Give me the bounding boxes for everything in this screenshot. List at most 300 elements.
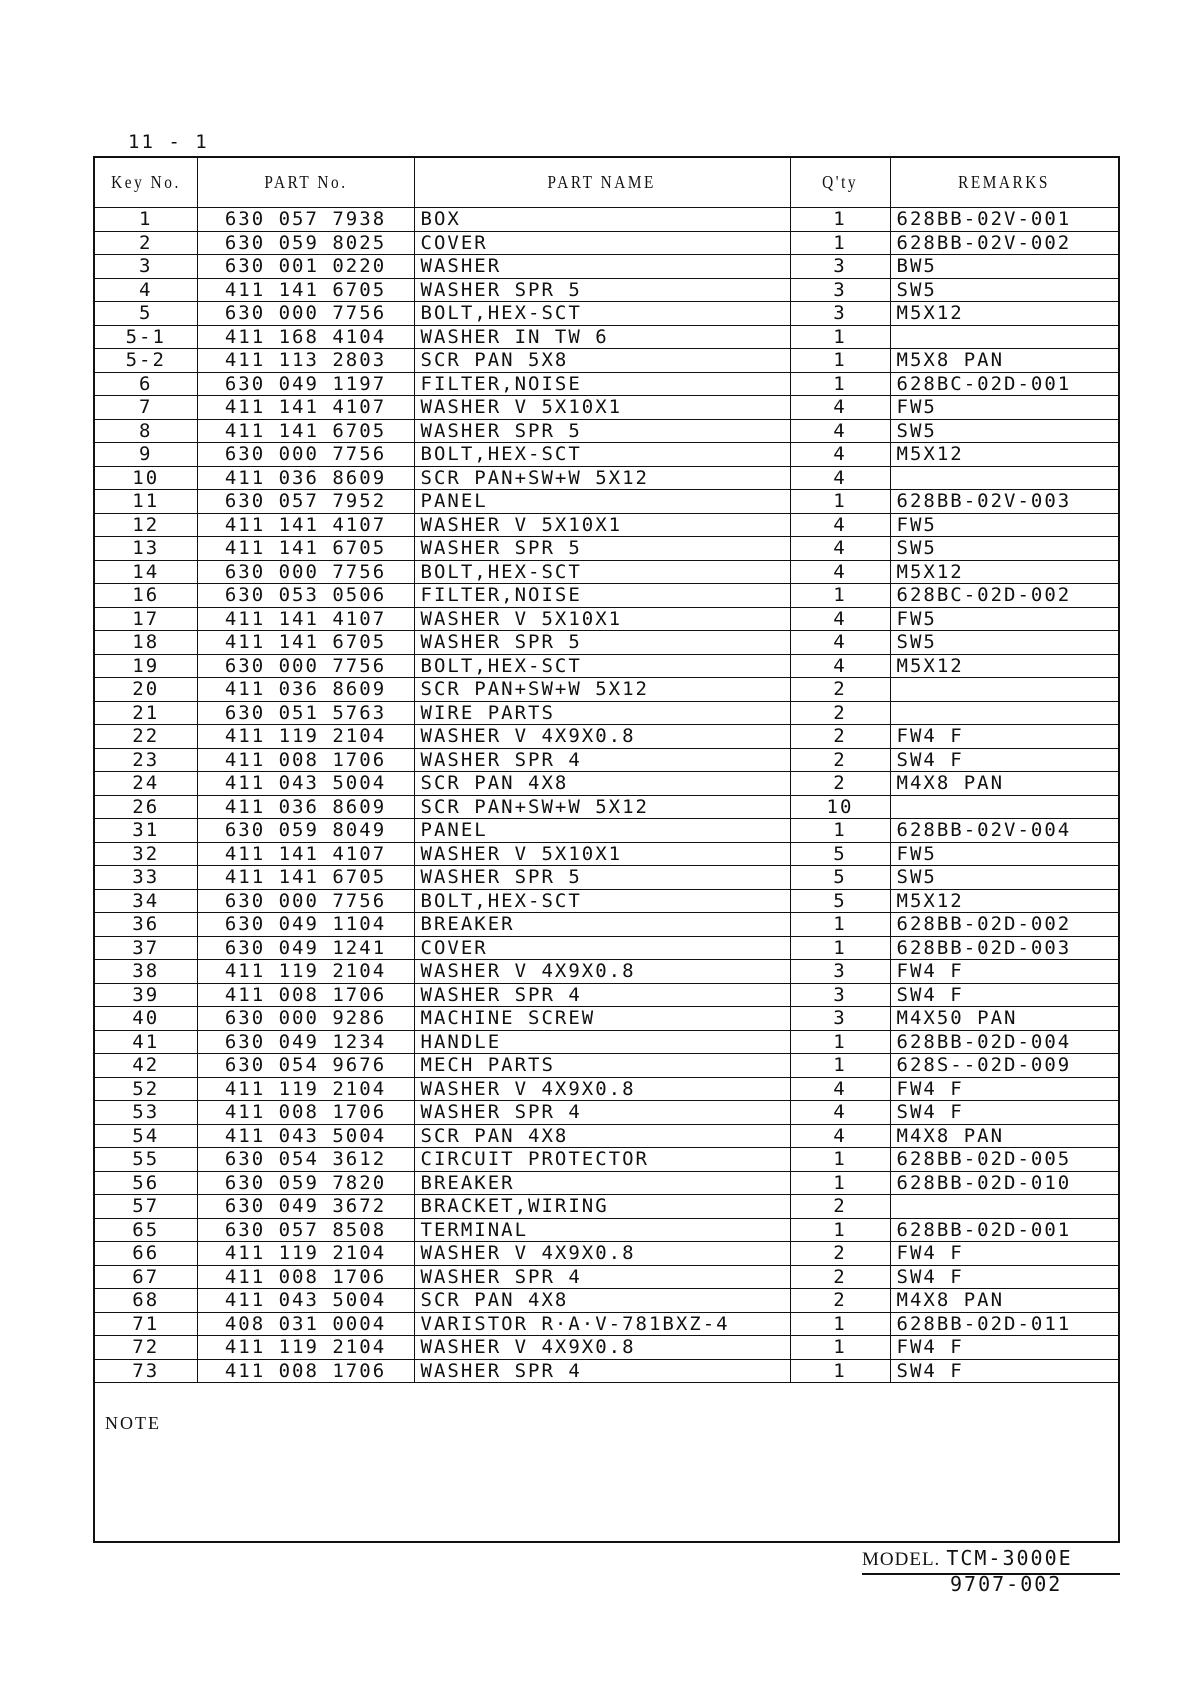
cell-part-name: WASHER V 4X9X0.8 (414, 960, 790, 984)
cell-part-name: WASHER SPR 4 (414, 983, 790, 1007)
cell-qty: 2 (790, 1265, 890, 1289)
cell-part-no: 411 119 2104 (197, 1242, 414, 1266)
cell-key-no: 36 (95, 913, 197, 937)
table-row (95, 936, 1118, 960)
cell-qty: 4 (790, 396, 890, 420)
cell-part-no: 408 031 0004 (197, 1312, 414, 1336)
cell-part-name: SCR PAN 4X8 (414, 772, 790, 796)
cell-remarks: M4X8 PAN (890, 1289, 1118, 1313)
cell-part-name: FILTER,NOISE (414, 372, 790, 396)
cell-part-no: 630 049 1234 (197, 1030, 414, 1054)
cell-key-no: 57 (95, 1195, 197, 1219)
cell-remarks: FW4 F (890, 725, 1118, 749)
table-row (95, 772, 1118, 796)
table-row (95, 1007, 1118, 1031)
cell-part-name: FILTER,NOISE (414, 584, 790, 608)
cell-qty: 3 (790, 255, 890, 279)
cell-part-no: 630 000 7756 (197, 443, 414, 467)
cell-qty: 2 (790, 1195, 890, 1219)
cell-part-name: COVER (414, 936, 790, 960)
cell-part-name: WASHER SPR 4 (414, 1101, 790, 1125)
cell-remarks: FW5 (890, 607, 1118, 631)
cell-key-no: 18 (95, 631, 197, 655)
cell-part-name: WASHER SPR 5 (414, 631, 790, 655)
cell-qty: 4 (790, 466, 890, 490)
cell-remarks: M4X8 PAN (890, 1124, 1118, 1148)
cell-key-no: 8 (95, 419, 197, 443)
cell-part-no: 411 119 2104 (197, 725, 414, 749)
cell-remarks: 628BC-02D-001 (890, 372, 1118, 396)
cell-key-no: 68 (95, 1289, 197, 1313)
cell-part-name: WASHER SPR 4 (414, 1265, 790, 1289)
table-row (95, 1124, 1118, 1148)
cell-key-no: 73 (95, 1359, 197, 1383)
table-row (95, 866, 1118, 890)
table-row (95, 1101, 1118, 1125)
table-row (95, 278, 1118, 302)
cell-qty: 2 (790, 701, 890, 725)
table-row (95, 1030, 1118, 1054)
cell-part-name: BRACKET,WIRING (414, 1195, 790, 1219)
cell-part-name: SCR PAN 4X8 (414, 1289, 790, 1313)
cell-part-no: 411 008 1706 (197, 748, 414, 772)
cell-key-no: 9 (95, 443, 197, 467)
cell-part-name: TERMINAL (414, 1218, 790, 1242)
cell-key-no: 21 (95, 701, 197, 725)
cell-part-name: COVER (414, 231, 790, 255)
cell-part-name: WASHER V 5X10X1 (414, 513, 790, 537)
table-row (95, 208, 1118, 232)
cell-qty: 4 (790, 1101, 890, 1125)
cell-qty: 1 (790, 1148, 890, 1172)
cell-part-name: WASHER SPR 5 (414, 866, 790, 890)
table-row (95, 748, 1118, 772)
cell-remarks: M5X12 (890, 889, 1118, 913)
table-row (95, 842, 1118, 866)
cell-part-name: WASHER SPR 5 (414, 278, 790, 302)
cell-key-no: 52 (95, 1077, 197, 1101)
cell-part-name: MECH PARTS (414, 1054, 790, 1078)
cell-remarks: SW4 F (890, 1359, 1118, 1383)
cell-part-no: 411 043 5004 (197, 1124, 414, 1148)
cell-key-no: 5-2 (95, 349, 197, 373)
table-row (95, 1148, 1118, 1172)
cell-remarks: 628BB-02D-005 (890, 1148, 1118, 1172)
table-row (95, 1077, 1118, 1101)
cell-key-no: 65 (95, 1218, 197, 1242)
cell-qty: 5 (790, 866, 890, 890)
cell-part-name: SCR PAN+SW+W 5X12 (414, 795, 790, 819)
cell-part-name: WASHER V 5X10X1 (414, 607, 790, 631)
cell-part-name: WASHER V 4X9X0.8 (414, 1336, 790, 1360)
cell-key-no: 24 (95, 772, 197, 796)
cell-remarks: FW4 F (890, 1077, 1118, 1101)
cell-key-no: 41 (95, 1030, 197, 1054)
cell-part-name: BOX (414, 208, 790, 232)
cell-part-no: 411 119 2104 (197, 960, 414, 984)
table-row (95, 1289, 1118, 1313)
cell-qty: 4 (790, 560, 890, 584)
cell-remarks: SW5 (890, 278, 1118, 302)
cell-qty: 2 (790, 1289, 890, 1313)
cell-key-no: 42 (95, 1054, 197, 1078)
cell-part-no: 411 036 8609 (197, 678, 414, 702)
cell-qty: 1 (790, 1054, 890, 1078)
cell-part-name: WASHER V 4X9X0.8 (414, 725, 790, 749)
cell-key-no: 7 (95, 396, 197, 420)
table-row (95, 889, 1118, 913)
table-row (95, 631, 1118, 655)
table-row (95, 1242, 1118, 1266)
table-row (95, 654, 1118, 678)
cell-part-no: 630 000 7756 (197, 302, 414, 326)
cell-key-no: 71 (95, 1312, 197, 1336)
cell-remarks (890, 795, 1118, 819)
cell-key-no: 26 (95, 795, 197, 819)
cell-key-no: 5 (95, 302, 197, 326)
cell-key-no: 10 (95, 466, 197, 490)
cell-part-no: 411 141 6705 (197, 419, 414, 443)
cell-remarks: M5X12 (890, 443, 1118, 467)
table-row (95, 1336, 1118, 1360)
cell-key-no: 34 (95, 889, 197, 913)
cell-part-no: 411 113 2803 (197, 349, 414, 373)
cell-remarks: FW4 F (890, 1336, 1118, 1360)
cell-part-name: WASHER V 5X10X1 (414, 396, 790, 420)
table-row (95, 490, 1118, 514)
cell-part-no: 630 000 7756 (197, 654, 414, 678)
cell-remarks: M4X8 PAN (890, 772, 1118, 796)
cell-part-no: 630 049 1241 (197, 936, 414, 960)
cell-part-name: CIRCUIT PROTECTOR (414, 1148, 790, 1172)
cell-part-no: 630 057 7938 (197, 208, 414, 232)
cell-remarks: 628BB-02D-011 (890, 1312, 1118, 1336)
cell-qty: 4 (790, 513, 890, 537)
cell-remarks (890, 701, 1118, 725)
model-line (862, 1546, 1120, 1575)
cell-part-name: WASHER IN TW 6 (414, 325, 790, 349)
cell-key-no: 3 (95, 255, 197, 279)
cell-qty: 3 (790, 1007, 890, 1031)
table-row (95, 1054, 1118, 1078)
cell-remarks: BW5 (890, 255, 1118, 279)
cell-remarks: 628BB-02D-002 (890, 913, 1118, 937)
cell-part-name: BOLT,HEX-SCT (414, 654, 790, 678)
cell-part-name: WASHER (414, 255, 790, 279)
cell-qty: 2 (790, 748, 890, 772)
cell-qty: 4 (790, 654, 890, 678)
header-key-no (95, 158, 197, 208)
cell-qty: 2 (790, 772, 890, 796)
cell-remarks: SW5 (890, 631, 1118, 655)
cell-key-no: 14 (95, 560, 197, 584)
cell-part-name: SCR PAN+SW+W 5X12 (414, 466, 790, 490)
table-row (95, 819, 1118, 843)
cell-qty: 1 (790, 584, 890, 608)
cell-key-no: 5-1 (95, 325, 197, 349)
cell-part-no: 411 043 5004 (197, 772, 414, 796)
model-label: MODEL. (862, 1549, 941, 1570)
cell-qty: 1 (790, 490, 890, 514)
cell-qty: 1 (790, 1312, 890, 1336)
header-remarks (890, 158, 1118, 208)
table-row (95, 725, 1118, 749)
header-qty-label: Q'ty (822, 172, 858, 192)
table-row (95, 1265, 1118, 1289)
cell-part-no: 411 141 6705 (197, 866, 414, 890)
cell-qty: 3 (790, 278, 890, 302)
cell-qty: 2 (790, 725, 890, 749)
table-row (95, 419, 1118, 443)
cell-part-no: 411 141 4107 (197, 396, 414, 420)
table-row (95, 1312, 1118, 1336)
cell-key-no: 17 (95, 607, 197, 631)
table-row (95, 1359, 1118, 1383)
table-row (95, 302, 1118, 326)
cell-key-no: 54 (95, 1124, 197, 1148)
cell-remarks: SW4 F (890, 1101, 1118, 1125)
cell-part-no: 411 119 2104 (197, 1336, 414, 1360)
cell-part-name: SCR PAN 5X8 (414, 349, 790, 373)
cell-remarks: 628S--02D-009 (890, 1054, 1118, 1078)
header-part-name (414, 158, 790, 208)
cell-qty: 1 (790, 936, 890, 960)
cell-qty: 4 (790, 631, 890, 655)
cell-key-no: 22 (95, 725, 197, 749)
cell-key-no: 1 (95, 208, 197, 232)
cell-qty: 1 (790, 913, 890, 937)
cell-part-no: 630 049 3672 (197, 1195, 414, 1219)
cell-remarks: 628BB-02D-010 (890, 1171, 1118, 1195)
cell-part-name: BOLT,HEX-SCT (414, 889, 790, 913)
table-header-row (95, 158, 1118, 208)
cell-remarks: SW5 (890, 866, 1118, 890)
table-row (95, 960, 1118, 984)
cell-part-no: 411 008 1706 (197, 1265, 414, 1289)
cell-remarks: 628BB-02D-001 (890, 1218, 1118, 1242)
cell-part-no: 630 051 5763 (197, 701, 414, 725)
cell-part-no: 411 141 4107 (197, 607, 414, 631)
cell-qty: 1 (790, 1030, 890, 1054)
cell-part-name: WASHER SPR 4 (414, 748, 790, 772)
cell-remarks (890, 678, 1118, 702)
cell-part-no: 411 043 5004 (197, 1289, 414, 1313)
cell-qty: 2 (790, 678, 890, 702)
cell-remarks (890, 1195, 1118, 1219)
table-row (95, 795, 1118, 819)
table-row (95, 701, 1118, 725)
cell-remarks: M5X12 (890, 654, 1118, 678)
table-row (95, 584, 1118, 608)
cell-part-no: 630 053 0506 (197, 584, 414, 608)
cell-remarks: FW5 (890, 396, 1118, 420)
table-row (95, 466, 1118, 490)
cell-part-name: WASHER SPR 5 (414, 537, 790, 561)
cell-part-name: WASHER V 4X9X0.8 (414, 1077, 790, 1101)
table-row (95, 231, 1118, 255)
cell-part-name: WIRE PARTS (414, 701, 790, 725)
cell-part-name: PANEL (414, 819, 790, 843)
table-row (95, 983, 1118, 1007)
table-row (95, 678, 1118, 702)
cell-part-no: 411 008 1706 (197, 1359, 414, 1383)
cell-qty: 1 (790, 1218, 890, 1242)
cell-remarks: 628BB-02D-003 (890, 936, 1118, 960)
cell-part-name: WASHER SPR 5 (414, 419, 790, 443)
cell-remarks: SW5 (890, 419, 1118, 443)
cell-remarks: 628BB-02V-004 (890, 819, 1118, 843)
cell-qty: 2 (790, 1242, 890, 1266)
cell-part-name: SCR PAN+SW+W 5X12 (414, 678, 790, 702)
cell-part-no: 411 036 8609 (197, 795, 414, 819)
cell-key-no: 20 (95, 678, 197, 702)
header-part-no-label: PART No. (263, 172, 348, 192)
table-row (95, 255, 1118, 279)
document-number: 9707-002 (950, 1572, 1063, 1596)
cell-key-no: 2 (95, 231, 197, 255)
cell-remarks: 628BC-02D-002 (890, 584, 1118, 608)
cell-remarks: SW4 F (890, 983, 1118, 1007)
table-row (95, 325, 1118, 349)
cell-remarks: FW5 (890, 513, 1118, 537)
cell-key-no: 13 (95, 537, 197, 561)
cell-part-no: 411 119 2104 (197, 1077, 414, 1101)
cell-part-no: 411 141 4107 (197, 513, 414, 537)
cell-part-name: HANDLE (414, 1030, 790, 1054)
cell-remarks (890, 466, 1118, 490)
cell-key-no: 16 (95, 584, 197, 608)
cell-part-name: WASHER SPR 4 (414, 1359, 790, 1383)
cell-part-name: WASHER V 4X9X0.8 (414, 1242, 790, 1266)
cell-part-no: 630 059 8025 (197, 231, 414, 255)
cell-part-no: 411 168 4104 (197, 325, 414, 349)
cell-remarks: SW5 (890, 537, 1118, 561)
cell-qty: 3 (790, 302, 890, 326)
header-part-name-label: PART NAME (547, 172, 657, 192)
table-row (95, 513, 1118, 537)
cell-part-name: VARISTOR R·A·V-781BXZ-4 (414, 1312, 790, 1336)
cell-key-no: 56 (95, 1171, 197, 1195)
note-label: NOTE (105, 1413, 161, 1433)
cell-part-no: 630 001 0220 (197, 255, 414, 279)
cell-qty: 1 (790, 819, 890, 843)
cell-part-name: BREAKER (414, 913, 790, 937)
cell-part-no: 630 054 9676 (197, 1054, 414, 1078)
cell-key-no: 72 (95, 1336, 197, 1360)
cell-key-no: 37 (95, 936, 197, 960)
cell-key-no: 55 (95, 1148, 197, 1172)
table-row (95, 372, 1118, 396)
cell-key-no: 4 (95, 278, 197, 302)
cell-part-no: 630 049 1197 (197, 372, 414, 396)
cell-part-no: 411 141 4107 (197, 842, 414, 866)
cell-key-no: 66 (95, 1242, 197, 1266)
cell-key-no: 38 (95, 960, 197, 984)
table-row (95, 607, 1118, 631)
cell-key-no: 53 (95, 1101, 197, 1125)
cell-remarks: FW5 (890, 842, 1118, 866)
header-key-no-label: Key No. (110, 172, 181, 192)
cell-key-no: 31 (95, 819, 197, 843)
cell-part-name: SCR PAN 4X8 (414, 1124, 790, 1148)
cell-key-no: 33 (95, 866, 197, 890)
cell-part-no: 630 049 1104 (197, 913, 414, 937)
cell-remarks: 628BB-02V-002 (890, 231, 1118, 255)
cell-remarks: 628BB-02V-001 (890, 208, 1118, 232)
cell-remarks: M5X12 (890, 302, 1118, 326)
cell-qty: 3 (790, 960, 890, 984)
cell-qty: 4 (790, 443, 890, 467)
cell-key-no: 19 (95, 654, 197, 678)
cell-qty: 4 (790, 537, 890, 561)
cell-part-name: BOLT,HEX-SCT (414, 560, 790, 584)
table-row (95, 349, 1118, 373)
cell-part-name: MACHINE SCREW (414, 1007, 790, 1031)
cell-remarks: 628BB-02D-004 (890, 1030, 1118, 1054)
cell-qty: 4 (790, 1124, 890, 1148)
cell-part-name: WASHER V 5X10X1 (414, 842, 790, 866)
cell-qty: 1 (790, 372, 890, 396)
cell-part-name: BREAKER (414, 1171, 790, 1195)
table-row (95, 1218, 1118, 1242)
cell-part-no: 630 054 3612 (197, 1148, 414, 1172)
cell-qty: 5 (790, 889, 890, 913)
cell-part-no: 630 057 7952 (197, 490, 414, 514)
cell-remarks: M4X50 PAN (890, 1007, 1118, 1031)
table-row (95, 1171, 1118, 1195)
cell-part-no: 630 059 8049 (197, 819, 414, 843)
cell-remarks: SW4 F (890, 1265, 1118, 1289)
cell-key-no: 32 (95, 842, 197, 866)
cell-qty: 10 (790, 795, 890, 819)
header-remarks-label: REMARKS (958, 172, 1051, 192)
cell-part-no: 411 141 6705 (197, 278, 414, 302)
cell-qty: 4 (790, 607, 890, 631)
table-row (95, 560, 1118, 584)
cell-qty: 1 (790, 325, 890, 349)
cell-part-no: 411 141 6705 (197, 631, 414, 655)
cell-remarks: M5X8 PAN (890, 349, 1118, 373)
cell-key-no: 12 (95, 513, 197, 537)
page-number: 11 - 1 (128, 131, 209, 153)
cell-remarks: FW4 F (890, 960, 1118, 984)
table-row (95, 443, 1118, 467)
cell-key-no: 39 (95, 983, 197, 1007)
cell-key-no: 11 (95, 490, 197, 514)
cell-part-no: 630 000 7756 (197, 560, 414, 584)
cell-part-no: 630 000 7756 (197, 889, 414, 913)
cell-remarks: FW4 F (890, 1242, 1118, 1266)
cell-part-no: 411 008 1706 (197, 1101, 414, 1125)
cell-part-no: 630 000 9286 (197, 1007, 414, 1031)
cell-qty: 5 (790, 842, 890, 866)
model-value: TCM-3000E (946, 1546, 1073, 1570)
cell-part-name: PANEL (414, 490, 790, 514)
table-row (95, 1195, 1118, 1219)
cell-qty: 3 (790, 983, 890, 1007)
cell-key-no: 6 (95, 372, 197, 396)
table-row (95, 396, 1118, 420)
cell-qty: 1 (790, 1171, 890, 1195)
header-part-no (197, 158, 414, 208)
cell-qty: 1 (790, 349, 890, 373)
cell-qty: 1 (790, 1336, 890, 1360)
cell-key-no: 67 (95, 1265, 197, 1289)
cell-key-no: 23 (95, 748, 197, 772)
table-row (95, 913, 1118, 937)
cell-part-no: 411 008 1706 (197, 983, 414, 1007)
cell-part-no: 411 141 6705 (197, 537, 414, 561)
